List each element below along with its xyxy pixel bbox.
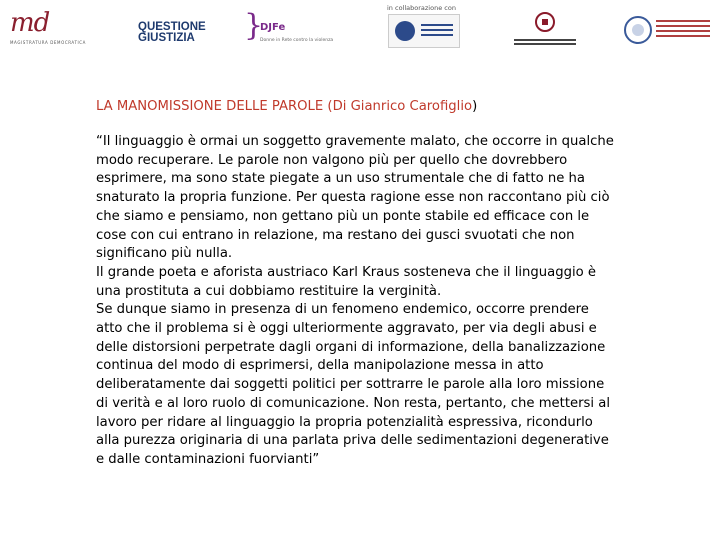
partner-1-wordmark	[421, 24, 453, 39]
qg-line-1: QUESTIONE	[138, 21, 206, 33]
qg-line-2: GIUSTIZIA	[138, 32, 195, 44]
partner-1-seal-icon	[395, 21, 415, 41]
djf-brace-icon: }	[244, 8, 264, 43]
quote-line: Il grande poeta e aforista austriaco Karl Kraus sosteneva che il linguaggio è	[96, 264, 597, 280]
logo-bar	[0, 0, 720, 62]
quote-line: e dalle contaminazioni fuorvianti”	[96, 451, 320, 467]
partner-2-seal-icon	[535, 12, 555, 32]
quote-line: alla purezza originaria di una parlata priva delle sedimentazioni degenerative	[96, 433, 609, 449]
quote-line: “Il linguaggio è ormai un soggetto gravemente malato, che occorre in qualche	[96, 134, 614, 149]
md-logo-mark: md	[10, 8, 50, 38]
partner-logo-1	[388, 14, 460, 48]
quote-line: lavoro per ridare al linguaggio la propria potenzialità espressiva, ricondurlo	[96, 414, 593, 430]
partner-logo-3	[622, 14, 714, 50]
md-logo-subtitle: MAGISTRATURA DEMOCRATICA	[10, 40, 87, 45]
document-content	[96, 97, 676, 470]
questione-giustizia-logo	[138, 22, 222, 48]
partner-2-wordmark	[514, 39, 576, 47]
quote-line: esprimere, ma sono state piegate a un uso strumentale che di fatto ne ha	[96, 171, 585, 187]
md-logo	[8, 8, 103, 50]
quote-line: atto che il problema si è oggi ulteriormente aggravato, per via degli abusi e	[96, 321, 597, 337]
partners-label: in collaborazione con	[387, 4, 456, 12]
quote-line: Se dunque siamo in presenza di un fenomeno endemico, occorre prendere	[96, 302, 589, 318]
quote-line: che siamo e pensiamo, non gettano più un ponte stabile ed efficace con le	[96, 208, 590, 224]
document-title	[96, 97, 676, 117]
partner-3-seal-icon	[624, 16, 652, 44]
djf-logo-subtitle: Donne in Rete contro la violenza	[260, 38, 334, 43]
quote-body	[96, 133, 676, 470]
quote-line: di verità e al loro ruolo di comunicazione. Non resta, pertanto, che mettersi al	[96, 395, 611, 411]
quote-line: significano più nulla.	[96, 246, 233, 262]
partner-logo-2	[512, 12, 578, 52]
djf-logo-name: DJFe	[260, 22, 286, 33]
quote-line: deliberatamente dai soggetti politici per sottrarre le parole alla loro missione	[96, 377, 605, 393]
quote-line: una prostituta a cui dobbiamo restituire la verginità.	[96, 283, 442, 299]
document-title-close: )	[472, 99, 478, 114]
document-title-text: LA MANOMISSIONE DELLE PAROLE (Di Gianrico Carofiglio	[96, 99, 473, 114]
djf-logo	[242, 8, 360, 52]
quote-line: delle distorsioni perpetrate dagli organi di informazione, della banalizzazione	[96, 339, 606, 355]
quote-line: modo recuperare. Le parole non valgono più per quello che dovrebbero	[96, 152, 568, 168]
partner-3-wordmark	[656, 20, 710, 40]
quote-line: snaturato la propria funzione. Per questa ragione esse non raccontano più ciò	[96, 190, 610, 206]
quote-line: cose con cui entrano in relazione, ma restano dei gusci svuotati che non	[96, 227, 575, 243]
quote-line: continua del modo di esprimersi, della manipolazione messa in atto	[96, 358, 544, 374]
